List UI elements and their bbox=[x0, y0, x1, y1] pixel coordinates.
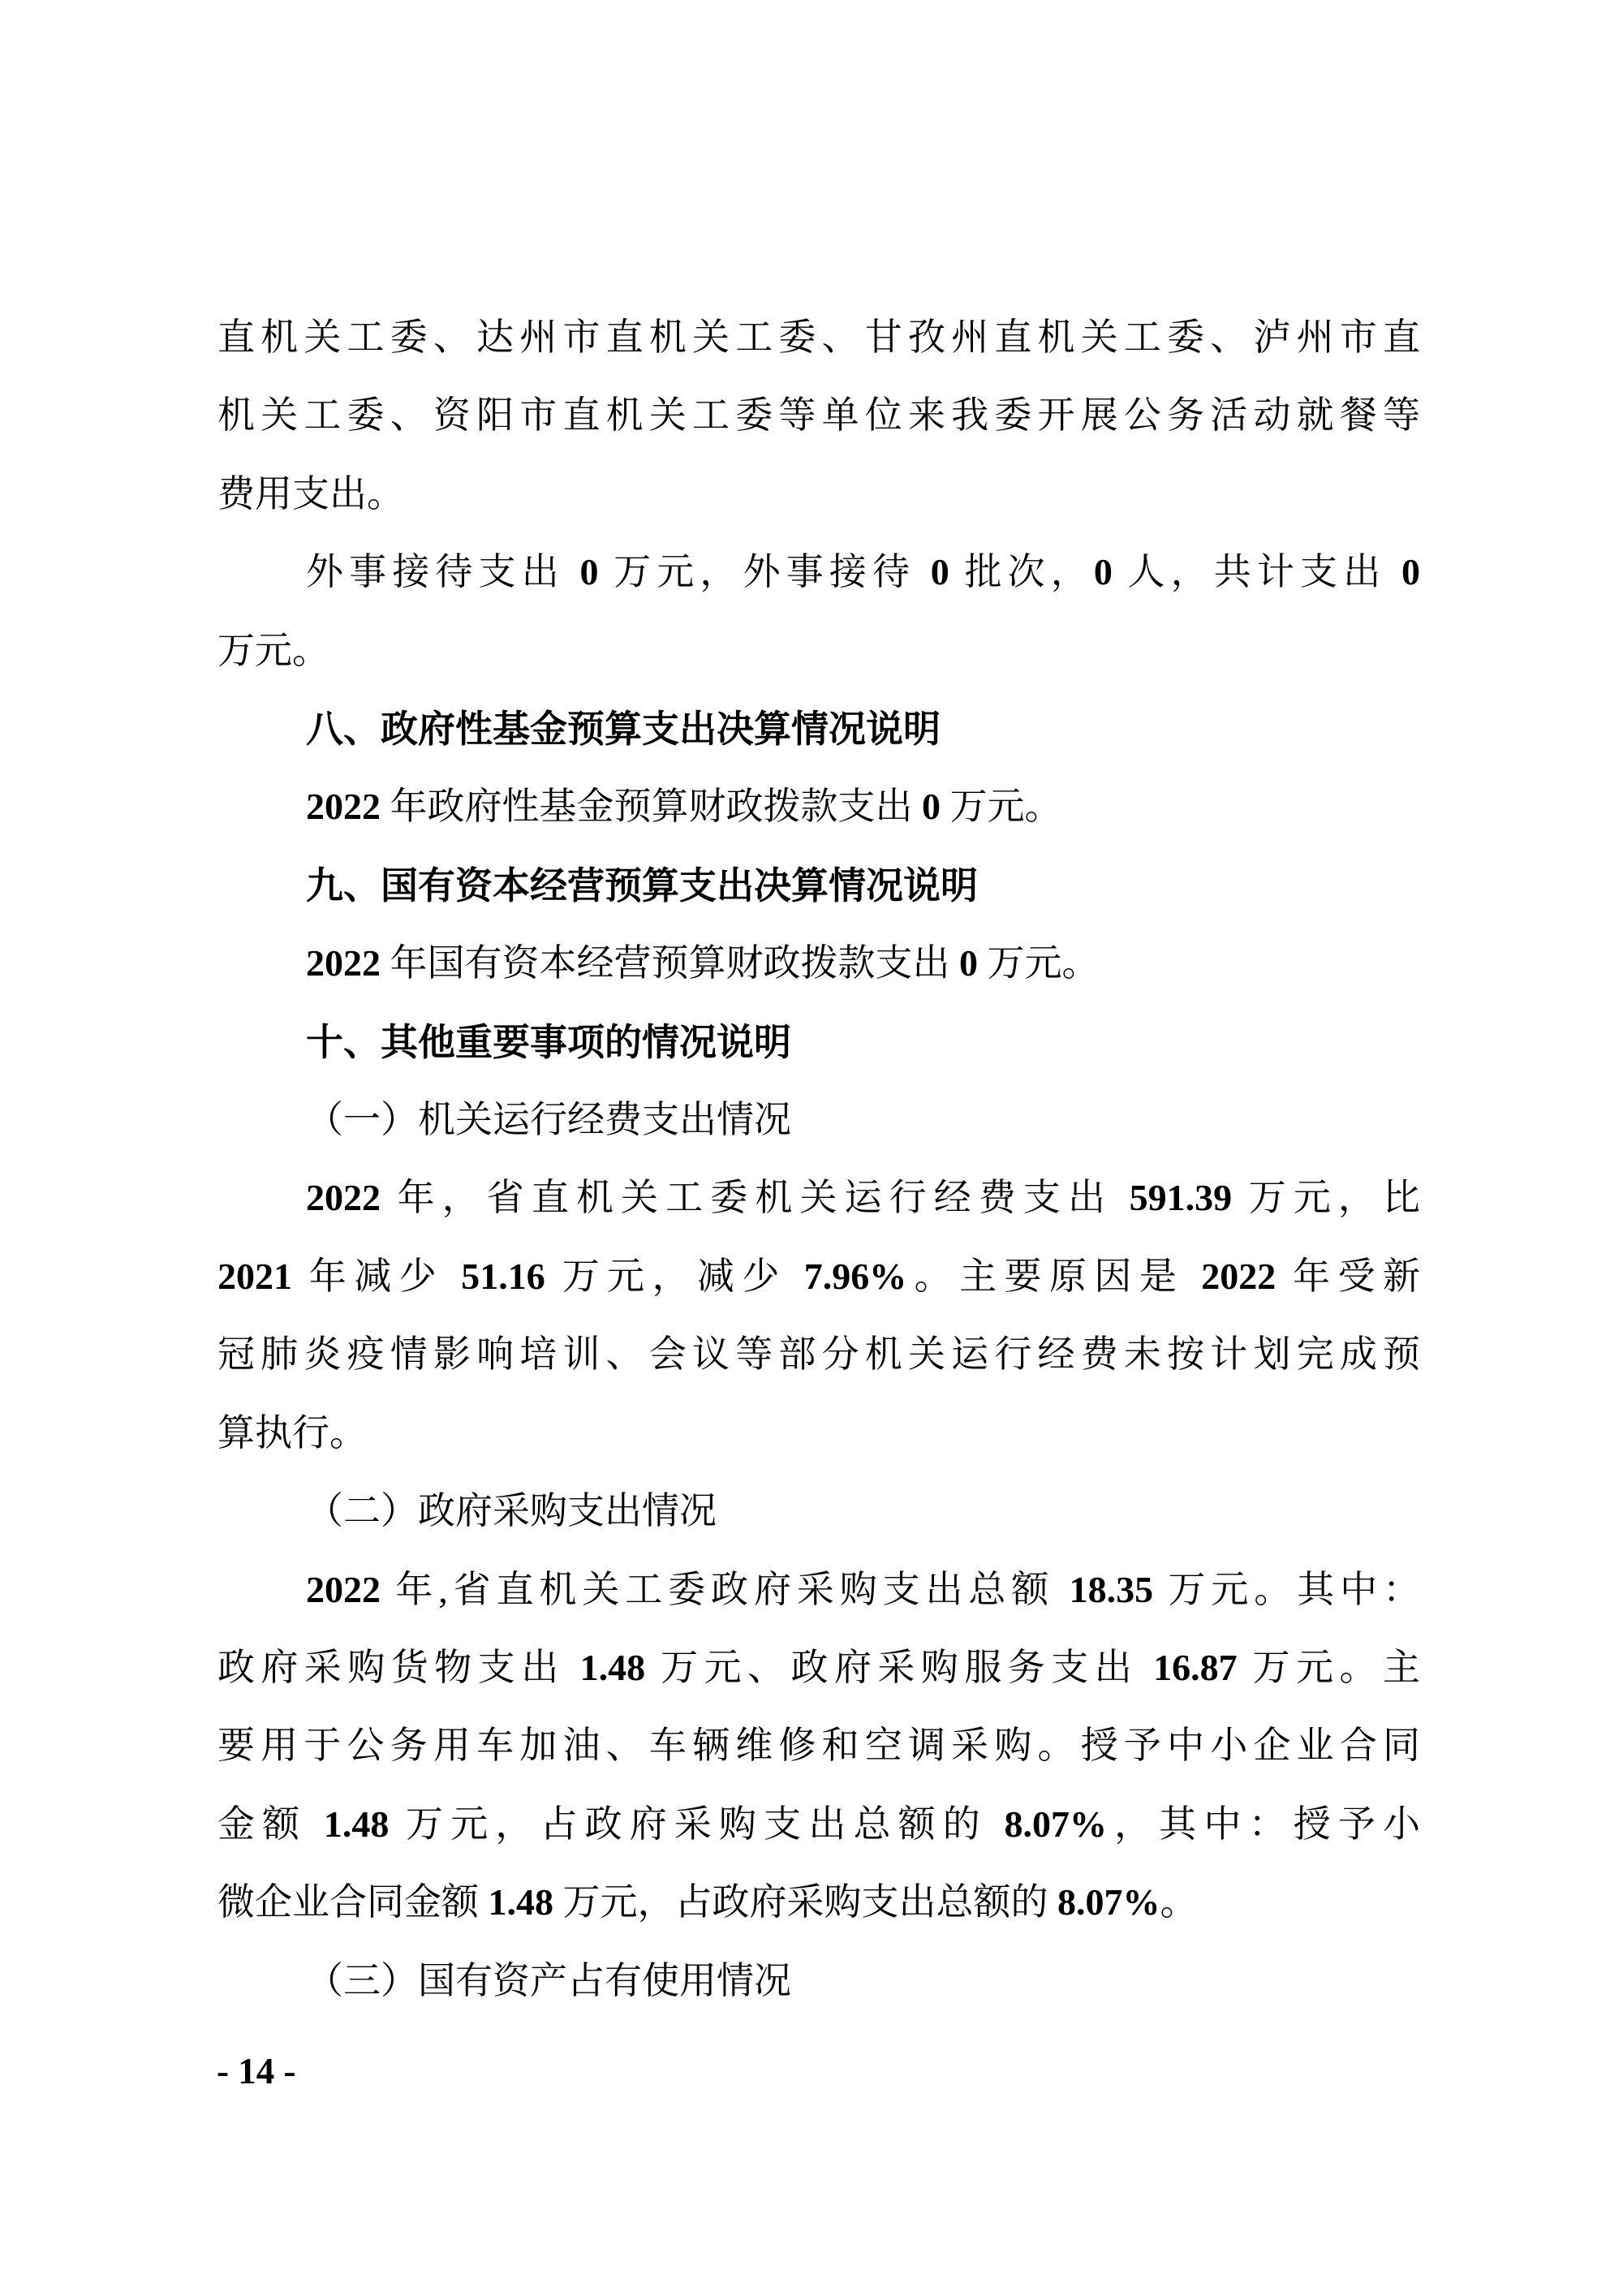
paragraph-line-2: 机关工委、资阳市直机关工委等单位来我委开展公务活动就餐等 bbox=[217, 394, 1420, 437]
paragraph-line-15: 算执行。 bbox=[217, 1411, 367, 1454]
paragraph-line-9: 2022 年国有资本经营预算财政拨款支出 0 万元。 bbox=[306, 942, 1100, 984]
heading-section-nine: 九、国有资本经营预算支出决算情况说明 bbox=[306, 864, 978, 907]
heading-section-eight: 八、政府性基金预算支出决算情况说明 bbox=[306, 708, 941, 751]
paragraph-line-18: 政府采购货物支出 1.48 万元、政府采购服务支出 16.87 万元。主 bbox=[217, 1646, 1421, 1688]
paragraph-line-3: 费用支出。 bbox=[217, 472, 404, 515]
paragraph-line-5: 万元。 bbox=[217, 629, 329, 671]
paragraph-line-4: 外事接待支出 0 万元，外事接待 0 批次，0 人，共计支出 0 bbox=[306, 551, 1421, 593]
paragraph-line-7: 2022 年政府性基金预算财政拨款支出 0 万元。 bbox=[306, 786, 1062, 828]
paragraph-line-14: 冠肺炎疫情影响培训、会议等部分机关运行经费未按计划完成预 bbox=[217, 1333, 1420, 1376]
paragraph-line-13: 2021 年减少 51.16 万元，减少 7.96%。主要原因是 2022 年受新 bbox=[217, 1255, 1421, 1297]
paragraph-line-21: 微企业合同金额 1.48 万元，占政府采购支出总额的 8.07%。 bbox=[217, 1881, 1198, 1923]
paragraph-line-1: 直机关工委、达州市直机关工委、甘孜州直机关工委、泸州市直 bbox=[217, 317, 1420, 358]
paragraph-line-19: 要用于公务用车加油、车辆维修和空调采购。授予中小企业合同 bbox=[217, 1725, 1420, 1767]
paragraph-line-20: 金额 1.48 万元，占政府采购支出总额的 8.07%，其中：授予小 bbox=[217, 1803, 1421, 1845]
paragraph-line-17: 2022 年,省直机关工委政府采购支出总额 18.35 万元。其中： bbox=[306, 1568, 1421, 1610]
subheading-two: （二）政府采购支出情况 bbox=[306, 1490, 717, 1532]
document-body bbox=[217, 299, 1420, 2020]
paragraph-line-12: 2022 年，省直机关工委机关运行经费支出 591.39 万元，比 bbox=[306, 1177, 1421, 1219]
page-number: - 14 - bbox=[217, 2051, 296, 2091]
subheading-three: （三）国有资产占有使用情况 bbox=[306, 1959, 791, 2001]
subheading-one: （一）机关运行经费支出情况 bbox=[306, 1099, 791, 1141]
heading-section-ten: 十、其他重要事项的情况说明 bbox=[306, 1020, 791, 1063]
